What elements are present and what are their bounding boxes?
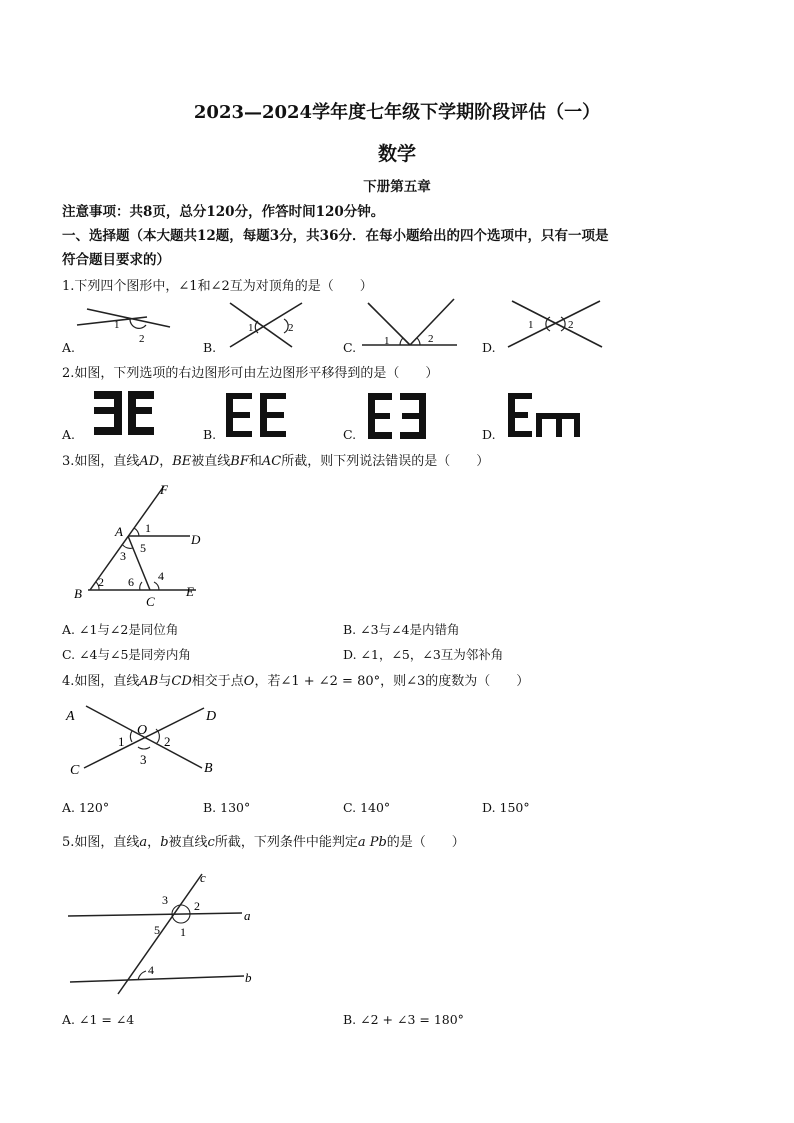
q3-stem-mid: 被直线 (191, 454, 231, 469)
q4-label-a: A (66, 709, 75, 724)
q1-option-d[interactable]: D. (482, 340, 496, 355)
q4-stem (62, 670, 529, 689)
q3-label-4: 4 (158, 569, 164, 583)
q1d-label-2: 2 (568, 319, 574, 331)
q5-stem-mid2: 所截，下列条件中能判定 (214, 835, 358, 850)
q4-label-o: O (137, 723, 148, 738)
q3-stem-be: BE (172, 454, 192, 469)
q1c-label-2: 2 (428, 333, 434, 345)
q2-figure-d (508, 393, 580, 437)
q3-label-5: 5 (140, 541, 146, 555)
notice: 注意事项：共8页，总分120分，作答时间120分钟。 (62, 204, 385, 220)
q2-figure-c (368, 393, 426, 439)
q5-stem-pre: 5.如图，直线 (62, 835, 140, 850)
q5-stem-mid: 被直线 (168, 835, 208, 850)
q2-option-b[interactable]: B. (203, 427, 217, 442)
q5-label-a: a (244, 908, 251, 923)
q3-option-d[interactable]: D. ∠1，∠5，∠3互为邻补角 (343, 647, 504, 662)
q1-figure-b (230, 303, 302, 347)
section-heading-cont: 符合题目要求的） (62, 252, 170, 268)
q3-label-c: C (146, 594, 155, 609)
q5-stem-c: c (207, 835, 215, 850)
q5-label-5: 5 (154, 923, 160, 937)
q3-stem-and: 和 (248, 454, 262, 469)
q3-option-a[interactable]: A. ∠1与∠2是同位角 (62, 622, 179, 637)
q3-stem (62, 450, 489, 469)
q3-label-a: A (115, 524, 123, 539)
q1a-label-1: 1 (114, 319, 120, 331)
q1-option-b[interactable]: B. (203, 340, 217, 355)
q3-stem-ac: AC (261, 454, 282, 469)
q4-label-d: D (206, 709, 217, 724)
q3-option-b[interactable]: B. ∠3与∠4是内错角 (343, 622, 460, 637)
q1-figure-d (508, 301, 602, 347)
q2-stem: 2.如图，下列选项的右边图形可由左边图形平移得到的是（ ） (62, 366, 439, 381)
q4-stem-o: O (243, 674, 255, 689)
q3-stem-post: 所截，则下列说法错误的是（ ） (281, 454, 490, 469)
q3-label-1: 1 (145, 521, 151, 535)
q5-stem (62, 831, 465, 850)
q4-stem-mid: 相交于点 (191, 674, 244, 689)
q1b-label-2: 2 (288, 322, 294, 334)
q3-option-c[interactable]: C. ∠4与∠5是同旁内角 (62, 647, 191, 662)
q5-option-b[interactable]: B. ∠2 + ∠3 = 180° (343, 1012, 464, 1027)
q2-option-d[interactable]: D. (482, 427, 496, 442)
q5-label-3: 3 (162, 893, 168, 907)
q4-stem-pre: 4.如图，直线 (62, 674, 140, 689)
q4-stem-with: 与 (158, 674, 172, 689)
q3-label-6: 6 (128, 575, 134, 589)
q5-stem-comma: ， (147, 835, 161, 850)
q4-label-3: 3 (140, 752, 147, 767)
q1d-label-1: 1 (528, 319, 534, 331)
q1-figures (62, 295, 622, 360)
q3-label-e: E (186, 584, 194, 599)
chapter-title: 下册第五章 (363, 179, 431, 195)
q4-option-a[interactable]: A. 120° (62, 800, 110, 815)
q3-figure (62, 478, 222, 613)
q5-label-4: 4 (148, 963, 154, 977)
q5-stem-post: 的是（ ） (386, 835, 465, 850)
q5-label-2: 2 (194, 899, 200, 913)
q5-figure (62, 868, 272, 1003)
q1-figure-c (362, 299, 457, 347)
section-heading: 一、选择题（本大题共12题，每题3分，共36分．在每小题给出的四个选项中，只有一项是 (62, 228, 609, 244)
q4-stem-ab: AB (139, 674, 159, 689)
q4-option-d[interactable]: D. 150° (482, 800, 530, 815)
q5-label-c: c (200, 870, 206, 885)
q3-label-3: 3 (120, 549, 126, 563)
q5-stem-apb: a Pb (357, 835, 387, 850)
q4-label-b: B (204, 761, 213, 776)
q4-label-c: C (70, 763, 80, 778)
subject-title: 数学 (377, 143, 416, 165)
q3-label-d: D (191, 532, 201, 547)
q2-option-a[interactable]: A. (62, 427, 76, 442)
q4-label-1: 1 (118, 734, 125, 749)
q3-stem-comma: ， (159, 454, 173, 469)
q4-stem-post: ，若∠1 + ∠2 = 80°，则∠3的度数为（ ） (254, 674, 530, 689)
q1b-label-1: 1 (248, 322, 254, 334)
q3-label-f: F (160, 482, 168, 497)
q3-stem-bf: BF (230, 454, 249, 469)
q3-label-2: 2 (98, 575, 104, 589)
q1-figure-a (77, 309, 170, 345)
q4-label-2: 2 (164, 734, 171, 749)
q5-stem-b: b (160, 835, 169, 850)
q4-stem-cd: CD (171, 674, 192, 689)
exam-title: 2023—2024学年度七年级下学期阶段评估（一） (193, 102, 601, 123)
q5-stem-a: a (139, 835, 148, 850)
q2-option-c[interactable]: C. (343, 427, 357, 442)
q5-label-1: 1 (180, 925, 186, 939)
q4-figure (62, 698, 237, 783)
q1c-label-1: 1 (384, 335, 390, 347)
q1a-label-2: 2 (139, 333, 145, 345)
q2-figure-b (226, 393, 286, 437)
q3-stem-ad: AD (139, 454, 160, 469)
q4-option-c[interactable]: C. 140° (343, 800, 391, 815)
q2-figure-a (94, 391, 154, 435)
q1-stem: 1.下列四个图形中，∠1和∠2互为对顶角的是（ ） (62, 279, 373, 294)
q3-stem-pre: 3.如图，直线 (62, 454, 140, 469)
q5-label-b: b (245, 970, 252, 985)
q1-option-c[interactable]: C. (343, 340, 357, 355)
q3-label-b: B (74, 586, 82, 601)
q1-option-a[interactable]: A. (62, 340, 76, 355)
q2-figures (80, 385, 600, 445)
q5-option-a[interactable]: A. ∠1 = ∠4 (62, 1012, 135, 1027)
q4-option-b[interactable]: B. 130° (203, 800, 251, 815)
